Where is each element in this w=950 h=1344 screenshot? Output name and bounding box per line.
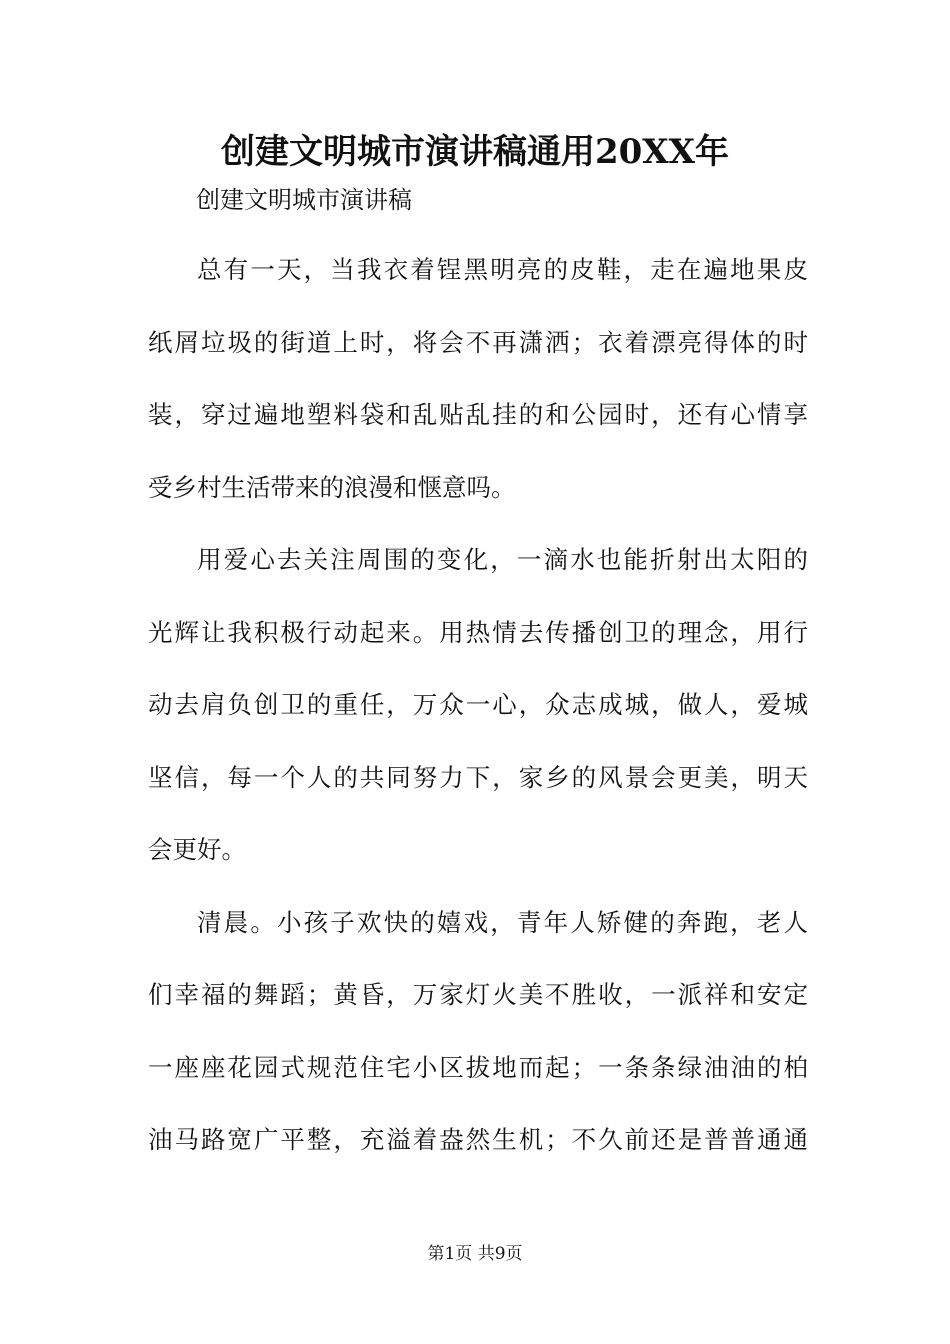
document-title: 创建文明城市演讲稿通用20XX年: [220, 132, 730, 172]
body-line: 清晨。小孩子欢快的嬉戏，青年人矫健的奔跑，老人: [197, 907, 808, 937]
document-subtitle: 创建文明城市演讲稿: [196, 186, 412, 214]
body-line: 油马路宽广平整，充溢着盎然生机；不久前还是普普通通: [148, 1125, 808, 1154]
body-line: 纸屑垃圾的街道上时，将会不再潇洒；衣着漂亮得体的时: [148, 327, 808, 357]
body-line: 用爱心去关注周围的变化，一滴水也能折射出太阳的: [197, 545, 808, 574]
body-line: 光辉让我积极行动起来。用热情去传播创卫的理念，用行: [148, 617, 808, 647]
page-footer: 第1页 共9页: [427, 1244, 523, 1264]
body-line: 动去肩负创卫的重任，万众一心，众志成城，做人，爱城: [148, 690, 808, 719]
body-line: 坚信，每一个人的共同努力下，家乡的风景会更美，明天: [148, 762, 808, 792]
document-body: [148, 245, 808, 1188]
body-line: 会更好。: [148, 835, 246, 864]
body-line: 一座座花园式规范住宅小区拔地而起；一条条绿油油的柏: [148, 1052, 808, 1082]
body-line: 们幸福的舞蹈；黄昏，万家灯火美不胜收，一派祥和安定: [148, 980, 808, 1009]
body-line: 受乡村生活带来的浪漫和惬意吗。: [148, 472, 516, 502]
body-line: 装，穿过遍地塑料袋和乱贴乱挂的和公园时，还有心情享: [148, 400, 808, 429]
body-line: 总有一天，当我衣着锃黑明亮的皮鞋，走在遍地果皮: [197, 255, 808, 284]
